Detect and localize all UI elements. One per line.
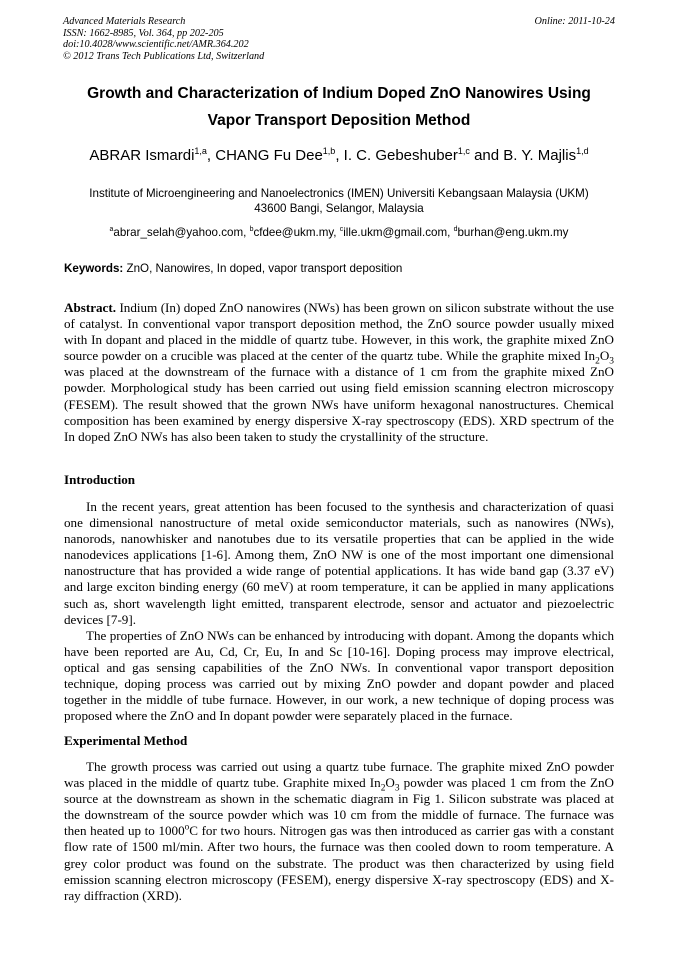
abstract-label: Abstract. [64, 300, 116, 315]
affiliation-line-2: 43600 Bangi, Selangor, Malaysia [254, 202, 424, 215]
email[interactable]: $^c$ille.ukm@gmail.com [339, 226, 448, 239]
author-list: ABRAR Ismardi$^{1,a}$, CHANG Fu Dee$^{1,b}$, I. C. Gebeshuber$^{1,c}$ and B. Y. Majlis$^{1,d}$ [89, 146, 589, 164]
journal-header [63, 16, 615, 62]
keywords-label: Keywords: [64, 262, 124, 275]
author: ABRAR Ismardi$^{1,a}$ [89, 146, 207, 164]
experimental-paragraph: The growth process was carried out using a quartz tube furnace. The graphite mixed ZnO powder was placed in the middle of quartz tube. Graphite mixed $In_2O_3$ powder was placed 1 cm from the ZnO source at the downstream as shown in the schematic diagram in Fig 1. Silicon substrate was placed at the downstream of the source powder which was 10 cm from the middle of furnace. The furnace was then heated up to 1000$^o$C for two hours. Nitrogen gas was then introduced as carrier gas with a constant flow rate of 1500 ml/min. After two hours, the furnace was then cooled down to room temperature. A grey color product was found on the substrate. The product was then characterized by using field emission scanning electron microscopy (FESEM), energy dispersive X-ray spectroscopy (EDS) and X-ray diffraction (XRD). [64, 759, 614, 903]
experimental-body [64, 759, 614, 904]
email[interactable]: $^d$burhan@eng.ukm.my [453, 226, 569, 239]
author: B. Y. Majlis$^{1,d}$ [503, 146, 589, 164]
email[interactable]: $^a$abrar_selah@yahoo.com [109, 226, 244, 239]
introduction-body [64, 499, 614, 724]
experimental-heading: Experimental Method [64, 733, 188, 748]
email-list: $^a$abrar_selah@yahoo.com, $^b$cfdee@ukm.my, $^c$ille.ukm@gmail.com, $^d$burhan@eng.ukm.my [109, 226, 569, 239]
email[interactable]: $^b$cfdee@ukm.my [249, 226, 334, 239]
author: I. C. Gebeshuber$^{1,c}$ [343, 146, 470, 164]
online-date: Online: 2011-10-24 [534, 16, 615, 27]
title-line-1: Growth and Characterization of Indium Doped ZnO Nanowires Using [87, 85, 591, 102]
keywords [64, 262, 624, 276]
affiliation-line-1: Institute of Microengineering and Nanoelectronics (IMEN) Universiti Kebangsaan Malaysia (UKM) [89, 187, 589, 200]
journal-copyright: © 2012 Trans Tech Publications Ltd, Switzerland [63, 50, 265, 62]
journal-issn: ISSN: 1662-8985, Vol. 364, pp 202-205 [63, 27, 224, 39]
introduction-paragraph-2: The properties of ZnO NWs can be enhanced by introducing with dopant. Among the dopants which have been reported are Au, Cd, Cr, Eu, In and Sc [10-16]. Doping process may improve electrical, optical and gas sensing capabilities of the ZnO NWs. In conventional vapor transport deposition technique, doping process was carried out by mixing ZnO powder and dopant powder and placed together in the middle of tube furnace. However, in our work, a new technique of doping process was proposed where the ZnO and In dopant powder were separately placed in the furnace. [64, 627, 614, 724]
abstract: Abstract. Indium (In) doped ZnO nanowires (NWs) has been grown on silicon substrate without the use of catalyst. In conventional vapor transport deposition method, the ZnO source powder usually mixed with In dopant and placed in the middle of quartz tube. However, in this work, the graphite mixed ZnO source powder on a crucible was placed at the center of the quartz tube. While the graphite mixed $In_2O_3$ was placed at the downstream of the furnace with a distance of 1 cm from the graphite mixed ZnO powder. Morphological study has been carried out using field emission scanning electron microscopy (FESEM). The result showed that the grown NWs have uniform hexagonal nanostructures. Chemical composition has been examined by energy dispersive X-ray spectroscopy (EDS). XRD spectrum of the In doped ZnO NWs has also been taken to study the crystallinity of the structure. [64, 300, 614, 444]
title-line-2: Vapor Transport Deposition Method [207, 112, 471, 129]
affiliation [40, 186, 638, 216]
author: CHANG Fu Dee$^{1,b}$ [215, 146, 336, 164]
journal-doi: doi:10.4028/www.scientific.net/AMR.364.202 [63, 39, 249, 51]
paper-title [40, 80, 638, 134]
introduction-paragraph-1: In the recent years, great attention has been focused to the synthesis and characterization of quasi one dimensional nanostructure of metal oxide semiconductor materials, such as nanowires (NWs), nanorods, nanowhisker and nanotubes due to its versatile properties that can be applied in the wide nanodevices applications [1-6]. Among them, ZnO NW is one of the most important one dimensional nanostructure that has provided a wide range of potential applications. It has wide band gap (3.37 eV) and large exciton binding energy (60 meV) at room temperature, it can be applied in many applications such as, short wavelength light emitted, transparent electrode, sensor and actuator and piezoelectric devices [7-9]. [64, 499, 614, 627]
journal-name: Advanced Materials Research [63, 16, 186, 27]
keywords-text: ZnO, Nanowires, In doped, vapor transport deposition [126, 262, 403, 275]
introduction-heading: Introduction [64, 472, 136, 487]
